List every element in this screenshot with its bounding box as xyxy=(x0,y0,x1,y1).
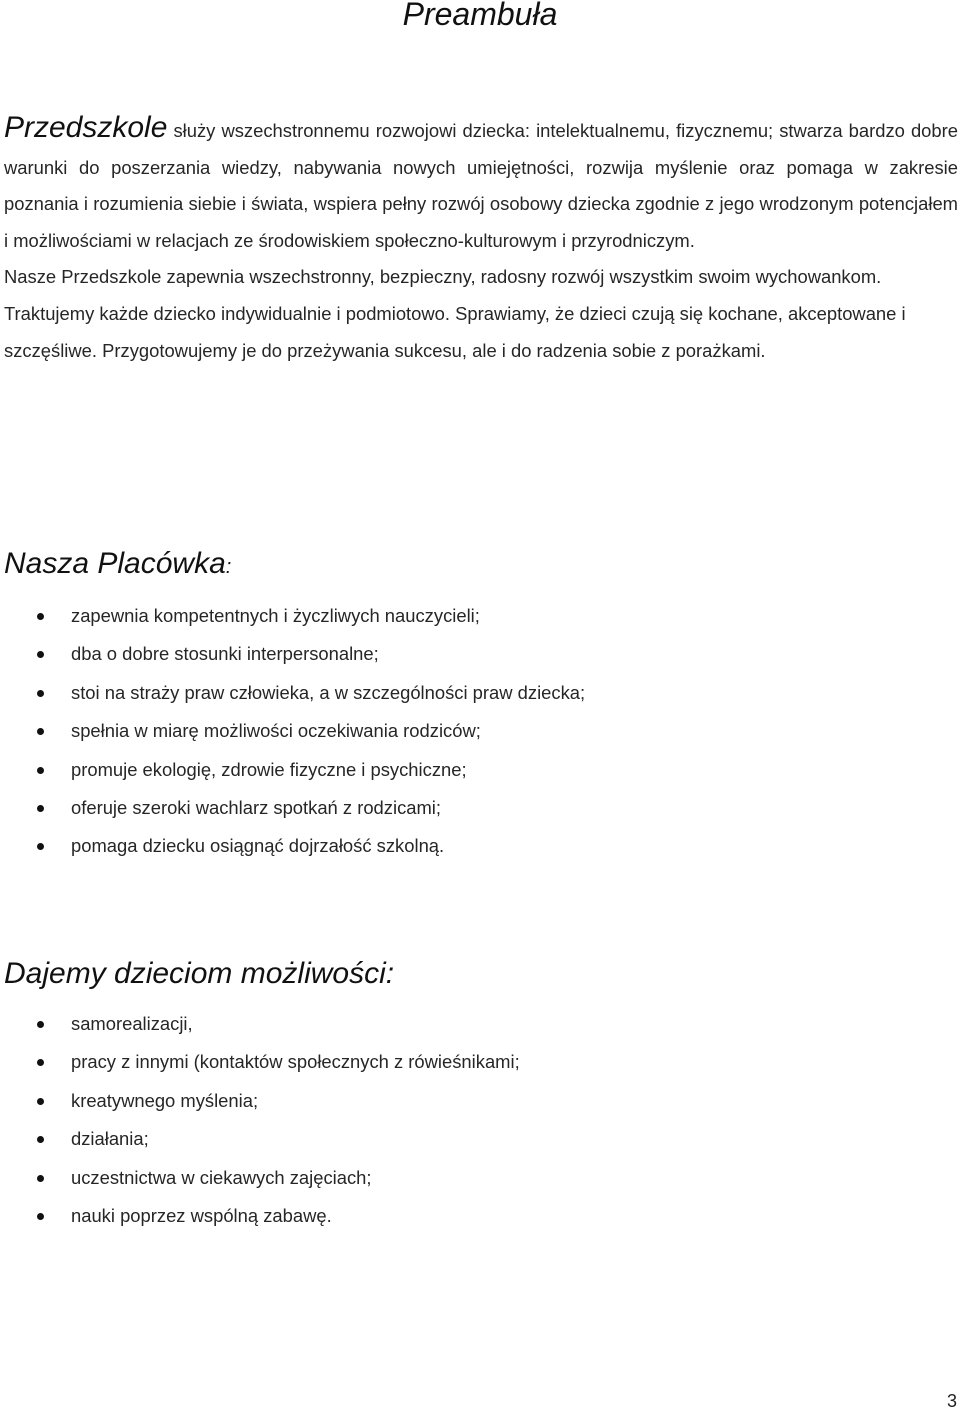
list-item xyxy=(0,635,585,673)
bullet-icon xyxy=(37,1213,44,1220)
list-item xyxy=(0,751,585,789)
section-heading-dajemy xyxy=(4,956,394,992)
list-item xyxy=(0,1197,520,1235)
bullet-icon xyxy=(37,767,44,774)
list-item-text: dba o dobre stosunki interpersonalne; xyxy=(71,643,379,665)
intro-paragraph-1-text: służy wszechstronnemu rozwojowi dziecka: intelektualnemu, fizycznemu; stwarza bardzo dobre warunki do poszerzania wiedzy, nabywania nowych umiejętności, rozwija myślenie oraz pomaga w zakresie poznania i rozumienia siebie i świata, wspiera pełny rozwój osobowy dziecka zgodnie z jego wrodzonym potencjałem i możliwościami w relacjach ze środowiskiem społeczno-kulturowym i przyrodniczym. xyxy=(4,120,958,251)
bullet-icon xyxy=(37,1136,44,1143)
list-item-text: kreatywnego myślenia; xyxy=(71,1089,259,1111)
list-item-text: pomaga dziecku osiągnąć dojrzałość szkolną. xyxy=(71,835,445,857)
list-item xyxy=(0,674,585,712)
bullet-icon xyxy=(37,613,44,620)
dajemy-list xyxy=(0,1005,520,1235)
section-heading-dajemy-colon: : xyxy=(385,957,395,990)
list-item-text: stoi na straży praw człowieka, a w szczególności praw dziecka; xyxy=(71,681,586,703)
list-item-text: nauki poprzez wspólną zabawę. xyxy=(71,1204,332,1226)
list-item xyxy=(0,1043,520,1081)
page-title: Preambuła xyxy=(402,0,558,32)
list-item-text: zapewnia kompetentnych i życzliwych nauczycieli; xyxy=(71,605,480,626)
list-item xyxy=(0,1159,520,1197)
page-number: 3 xyxy=(946,1391,957,1411)
list-item-text: oferuje szeroki wachlarz spotkań z rodzicami; xyxy=(71,796,442,818)
section-heading-placowka-colon: : xyxy=(225,556,232,578)
placowka-list xyxy=(0,597,585,866)
bullet-icon xyxy=(37,651,44,658)
bullet-icon xyxy=(37,1098,44,1105)
list-item xyxy=(0,1005,520,1043)
list-item xyxy=(0,827,585,865)
list-item-text: działania; xyxy=(71,1128,149,1150)
list-item-text: uczestnictwa w ciekawych zajęciach; xyxy=(71,1166,372,1188)
intro-lead-word: Przedszkole xyxy=(4,111,168,144)
bullet-icon xyxy=(37,728,44,735)
section-heading-dajemy-text: Dajemy dzieciom możliwości xyxy=(4,957,386,990)
list-item-text: promuje ekologię, zdrowie fizyczne i psychiczne; xyxy=(71,758,467,780)
intro-section xyxy=(4,110,958,369)
list-item-text: samorealizacji, xyxy=(71,1013,193,1034)
section-heading-placowka xyxy=(4,546,231,585)
list-item-text: spełnia w miarę możliwości oczekiwania rodziców; xyxy=(71,720,481,742)
bullet-icon xyxy=(37,690,44,697)
bullet-icon xyxy=(37,1059,44,1066)
list-item-text: pracy z innymi (kontaktów społecznych z rówieśnikami; xyxy=(71,1051,520,1073)
intro-paragraph-2: Nasze Przedszkole zapewnia wszechstronny, bezpieczny, radosny rozwój wszystkim swoim wychowankom. Traktujemy każde dziecko indywidualnie i podmiotowo. Sprawiamy, że dzieci czują się kochane, akceptowane i szczęśliwe. Przygotowujemy je do przeżywania sukcesu, ale i do radzenia sobie z porażkami. xyxy=(4,266,906,361)
bullet-icon xyxy=(37,1175,44,1182)
bullet-icon xyxy=(37,1021,44,1028)
list-item xyxy=(0,712,585,750)
list-item xyxy=(0,597,585,635)
list-item xyxy=(0,1120,520,1158)
list-item xyxy=(0,789,585,827)
section-heading-placowka-text: Nasza Placówka xyxy=(4,547,226,580)
bullet-icon xyxy=(37,805,44,812)
intro-paragraph-1 xyxy=(4,110,958,259)
list-item xyxy=(0,1082,520,1120)
bullet-icon xyxy=(37,843,44,850)
